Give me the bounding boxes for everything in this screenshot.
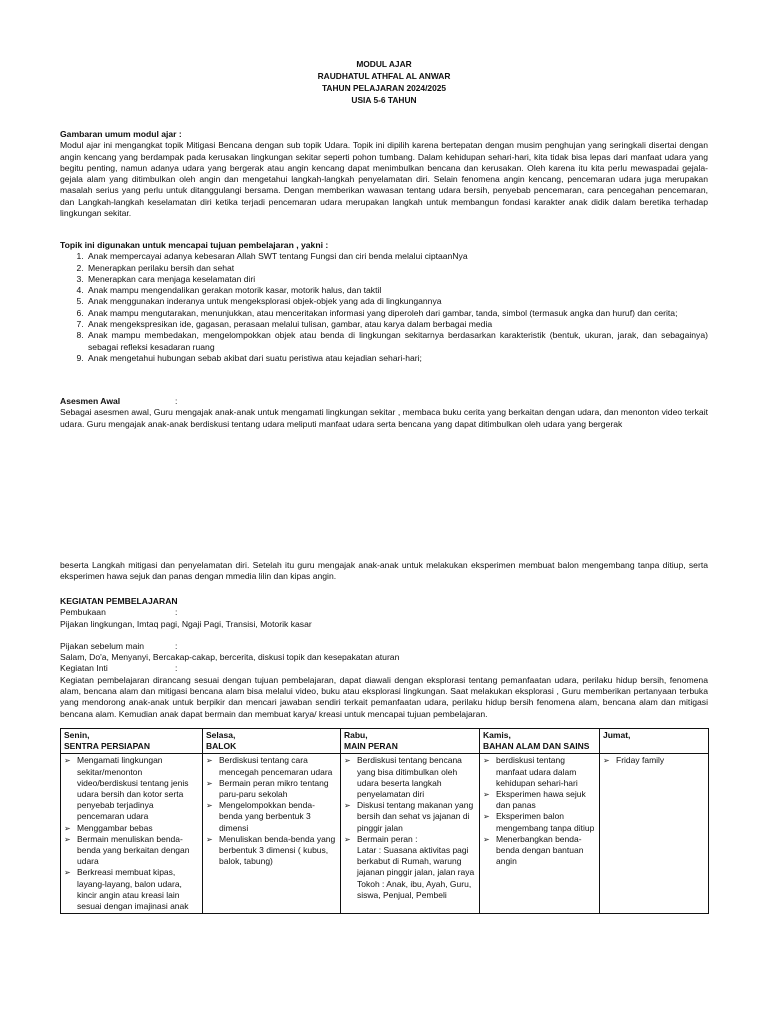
module-title: MODUL AJAR bbox=[356, 59, 412, 69]
activity-item bbox=[64, 834, 199, 868]
day-header-cell bbox=[341, 729, 480, 754]
goal-item: 7. Anak mengekspresikan ide, gagasan, perasaan melalui tulisan, gambar, atau karya dalam berbagai media bbox=[86, 319, 708, 330]
goal-item: 1. Anak mempercayai adanya kebesaran Allah SWT tentang Fungsi dan ciri benda melalui ciptaanNya bbox=[86, 251, 708, 262]
table-body-row bbox=[61, 754, 709, 914]
activity-cell bbox=[341, 754, 480, 914]
arrow-bullet-icon: ➢ bbox=[64, 756, 71, 766]
core-text: Kegiatan pembelajaran dirancang sesuai dengan tujuan pembelajaran, dapat diawali dengan eksplorasi tentang pemanfaatan udara, perilaku hidup bersih, fenomena alam, bencana alam dan mitigasi bencana alam bisa melalui video, buku atau eksplorasi lingkungan. Saat melakukan eksplorasi , Guru memberikan pertanyaan terbuka yang mendorong anak-anak untuk berpikir dan mencari jawaban sendiri terkait pemanfaatan udara, perilaku hidup bersih fenomena alam, bencana alam dan mitigasi bencana alam. Kemudian anak dapat bermain dan membuat karya/ kreasi untuk mencapai tujuan pembelajaran. bbox=[60, 674, 708, 719]
day-header-cell bbox=[61, 729, 203, 754]
arrow-bullet-icon: ➢ bbox=[483, 812, 490, 822]
activity-text: Mengamati lingkungan sekitar/menonton video/berdiskusi tentang jenis udara bersih dan kotor serta penyebab terjadinya pencemaran udara bbox=[77, 755, 189, 822]
overview-heading: Gambaran umum modul ajar : bbox=[60, 129, 182, 139]
activity-list bbox=[344, 755, 476, 901]
arrow-bullet-icon: ➢ bbox=[344, 756, 351, 766]
academic-year: TAHUN PELAJARAN 2024/2025 bbox=[321, 83, 447, 93]
arrow-bullet-icon: ➢ bbox=[206, 778, 213, 788]
assessment-text-2: beserta Langkah mitigasi dan penyelamatan diri. Setelah itu guru mengajak anak-anak untuk melakukan eksperimen membuat balon mengembang tanpa ditiup, serta eksperimen hawa sejuk dan panas dengan mmedia lilin dan kipas angin. bbox=[60, 560, 708, 582]
activity-cell bbox=[480, 754, 600, 914]
activity-item bbox=[206, 778, 337, 800]
activity-cell bbox=[203, 754, 341, 914]
activity-item bbox=[603, 755, 705, 766]
activity-text: Bermain peran mikro tentang paru-paru sekolah bbox=[219, 777, 329, 800]
activity-text: Berdiskusi tentang cara mencegah pencemaran udara bbox=[219, 755, 333, 777]
arrow-bullet-icon: ➢ bbox=[483, 834, 490, 844]
day-header-cell bbox=[480, 729, 600, 754]
sentra-name: BAHAN ALAM DAN SAINS bbox=[483, 741, 590, 752]
activity-text: Menerbangkan benda-benda dengan bantuan angin bbox=[496, 833, 584, 867]
activity-text: Eksperimen balon mengembang tanpa ditiup bbox=[496, 811, 595, 833]
assessment-section bbox=[60, 396, 708, 430]
goal-item: 5. Anak menggunakan inderanya untuk mengeksplorasi objek-objek yang ada di lingkungannya bbox=[86, 296, 708, 307]
opening-label: Pembukaan bbox=[60, 607, 106, 618]
activity-item bbox=[483, 789, 596, 811]
goal-item: 9. Anak mengetahui hubungan sebab akibat dari suatu peristiwa atau kejadian sehari-hari; bbox=[86, 353, 708, 364]
activity-list bbox=[483, 755, 596, 867]
activity-text: Berkreasi membuat kipas, layang-layang, balon udara, kincir angin atau kreasi lain sesuai dengan imajinasi anak bbox=[77, 867, 189, 912]
day-name: Senin, bbox=[64, 730, 90, 740]
activity-item bbox=[344, 834, 476, 901]
arrow-bullet-icon: ➢ bbox=[64, 868, 71, 878]
goal-item: 8. Anak mampu membedakan, mengelompokkan objek atau benda di lingkungan sekitarnya berdasarkan karakteristik (bentuk, ukuran, jarak, dan sebagainya) sebagai refleksi kesadaran ruang bbox=[86, 330, 708, 353]
assessment-heading: Asesmen Awal bbox=[60, 396, 121, 406]
activity-text: Bermain peran : Latar : Suasana aktivitas pagi berkabut di Rumah, warung jajanan pinggir jalan, jalan raya Tokoh : Anak, ibu, Ayah, Guru, siswa, Penjual, Pembeli bbox=[357, 833, 475, 900]
activity-item bbox=[483, 811, 596, 833]
goal-item: 2. Menerapkan perilaku bersih dan sehat bbox=[86, 263, 708, 274]
opening-colon: : bbox=[175, 607, 178, 618]
day-name: Rabu, bbox=[344, 730, 368, 740]
activities-heading: KEGIATAN PEMBELAJARAN bbox=[60, 596, 178, 606]
core-colon: : bbox=[175, 663, 178, 674]
activity-text: Menuliskan benda-benda yang berbentuk 3 dimensi ( kubus, balok, tabung) bbox=[219, 833, 336, 867]
activity-item bbox=[64, 823, 199, 834]
overview-text: Modul ajar ini mengangkat topik Mitigasi Bencana dengan sub topik Udara. Topik ini dipilih karena bertepatan dengan musim penghujan yang seringkali disertai dengan angin kencang yang berdampak pada kerusakan lingkungan sekitar seperti pohon tumbang. Dalam kehidupan sehari-hari, kita tidak bisa lepas dari manfaat udara yang begitu penting, namun adanya udara yang bergerak atau angin kencang dapat menimbulkan bencana dan kerusakan. Oleh karena itu kita perlu mewaspadai gejala-gejala alam yang ditimbulkan oleh angin dan mengetahui langkah-langkah penyelamatan diri. Selain fenomena angin kencang, pencemaran udara juga merupakan masalah serius yang perlu untuk ditanggulangi bersama. Dengan memberikan wawasan tentang udara bersih, penyebab pencemaran, cara pencegahan pencemaran, dan Langkah-langkah keselamatan diri ketika terjadi pencemaran udara merupakan langkah untuk membangun fondasi karakter anak didik dalam beretika terhadap lingkungan sekitar. bbox=[60, 140, 708, 219]
pre-play-colon: : bbox=[175, 640, 178, 651]
table-header-row bbox=[61, 729, 709, 754]
sentra-name: SENTRA PERSIAPAN bbox=[64, 741, 150, 752]
day-name: Selasa, bbox=[206, 730, 236, 740]
activity-item bbox=[206, 834, 337, 868]
activities-section bbox=[60, 596, 708, 720]
activity-cell bbox=[600, 754, 709, 914]
arrow-bullet-icon: ➢ bbox=[483, 790, 490, 800]
arrow-bullet-icon: ➢ bbox=[344, 801, 351, 811]
assessment-continued bbox=[60, 560, 708, 583]
activity-text: Eksperimen hawa sejuk dan panas bbox=[496, 789, 586, 811]
goals-list bbox=[60, 251, 708, 364]
activity-item bbox=[64, 755, 199, 822]
arrow-bullet-icon: ➢ bbox=[64, 823, 71, 833]
activity-cell bbox=[61, 754, 203, 914]
core-label: Kegiatan Inti bbox=[60, 663, 108, 674]
activity-item bbox=[483, 755, 596, 789]
activity-item bbox=[206, 755, 337, 777]
goals-heading: Topik ini digunakan untuk mencapai tujuan pembelajaran , yakni : bbox=[60, 240, 329, 250]
school-name: RAUDHATUL ATHFAL AL ANWAR bbox=[317, 71, 451, 81]
assessment-colon: : bbox=[175, 396, 178, 406]
arrow-bullet-icon: ➢ bbox=[206, 834, 213, 844]
activity-text: Menggambar bebas bbox=[77, 822, 153, 833]
arrow-bullet-icon: ➢ bbox=[603, 756, 610, 766]
activity-item bbox=[206, 800, 337, 834]
activity-text: Berdiskusi tentang bencana yang bisa ditimbulkan oleh udara beserta langkah penyelamatan diri bbox=[357, 755, 462, 800]
activity-list bbox=[64, 755, 199, 912]
activity-item bbox=[344, 755, 476, 800]
activity-item bbox=[344, 800, 476, 834]
opening-text: Pijakan lingkungan, Imtaq pagi, Ngaji Pagi, Transisi, Motorik kasar bbox=[60, 618, 312, 629]
arrow-bullet-icon: ➢ bbox=[344, 834, 351, 844]
activity-list bbox=[206, 755, 337, 867]
activity-text: Mengelompokkan benda-benda yang berbentuk 3 dimensi bbox=[219, 800, 315, 833]
pre-play-label: Pijakan sebelum main bbox=[60, 640, 145, 651]
day-name: Kamis, bbox=[483, 730, 511, 740]
goal-item: 4. Anak mampu mengendalikan gerakan motorik kasar, motorik halus, dan taktil bbox=[86, 285, 708, 296]
sentra-name: MAIN PERAN bbox=[344, 741, 398, 752]
document-header bbox=[60, 58, 708, 106]
overview-section bbox=[60, 129, 708, 219]
arrow-bullet-icon: ➢ bbox=[206, 756, 213, 766]
goals-section bbox=[60, 240, 708, 364]
sentra-name: BALOK bbox=[206, 741, 237, 752]
arrow-bullet-icon: ➢ bbox=[206, 801, 213, 811]
day-name: Jumat, bbox=[603, 730, 631, 740]
activity-list bbox=[603, 755, 705, 766]
activity-text: Diskusi tentang makanan yang bersih dan sehat vs jajanan di pinggir jalan bbox=[357, 800, 474, 833]
age-group: USIA 5-6 TAHUN bbox=[351, 95, 417, 105]
arrow-bullet-icon: ➢ bbox=[483, 756, 490, 766]
weekly-activities-table bbox=[60, 728, 709, 914]
goal-item: 3. Menerapkan cara menjaga keselamatan diri bbox=[86, 274, 708, 285]
day-header-cell bbox=[203, 729, 341, 754]
pre-play-text: Salam, Do'a, Menyanyi, Bercakap-cakap, bercerita, diskusi topik dan kesepakatan aturan bbox=[60, 652, 400, 663]
activity-item bbox=[64, 867, 199, 912]
activity-text: Friday family bbox=[616, 755, 665, 766]
assessment-text-1: Sebagai asesmen awal, Guru mengajak anak-anak untuk mengamati lingkungan sekitar , membaca buku cerita yang berkaitan dengan udara, dan menonton video terkait udara. Guru mengajak anak-anak berdiskusi tentang udara meliputi manfaat udara serta bencana yang dapat ditimbulkan oleh udara yang bergerak bbox=[60, 407, 708, 429]
activity-text: Bermain menuliskan benda-benda yang berkaitan dengan udara bbox=[77, 833, 190, 867]
activity-item bbox=[483, 834, 596, 868]
day-header-cell bbox=[600, 729, 709, 754]
goal-item: 6. Anak mampu mengutarakan, menunjukkan, atau menceritakan informasi yang diperoleh dari gambar, tanda, simbol (termasuk angka dan huruf) dan cerita; bbox=[86, 308, 708, 319]
activity-text: berdiskusi tentang manfaat udara dalam kehidupan sehari-hari bbox=[496, 755, 578, 788]
arrow-bullet-icon: ➢ bbox=[64, 834, 71, 844]
